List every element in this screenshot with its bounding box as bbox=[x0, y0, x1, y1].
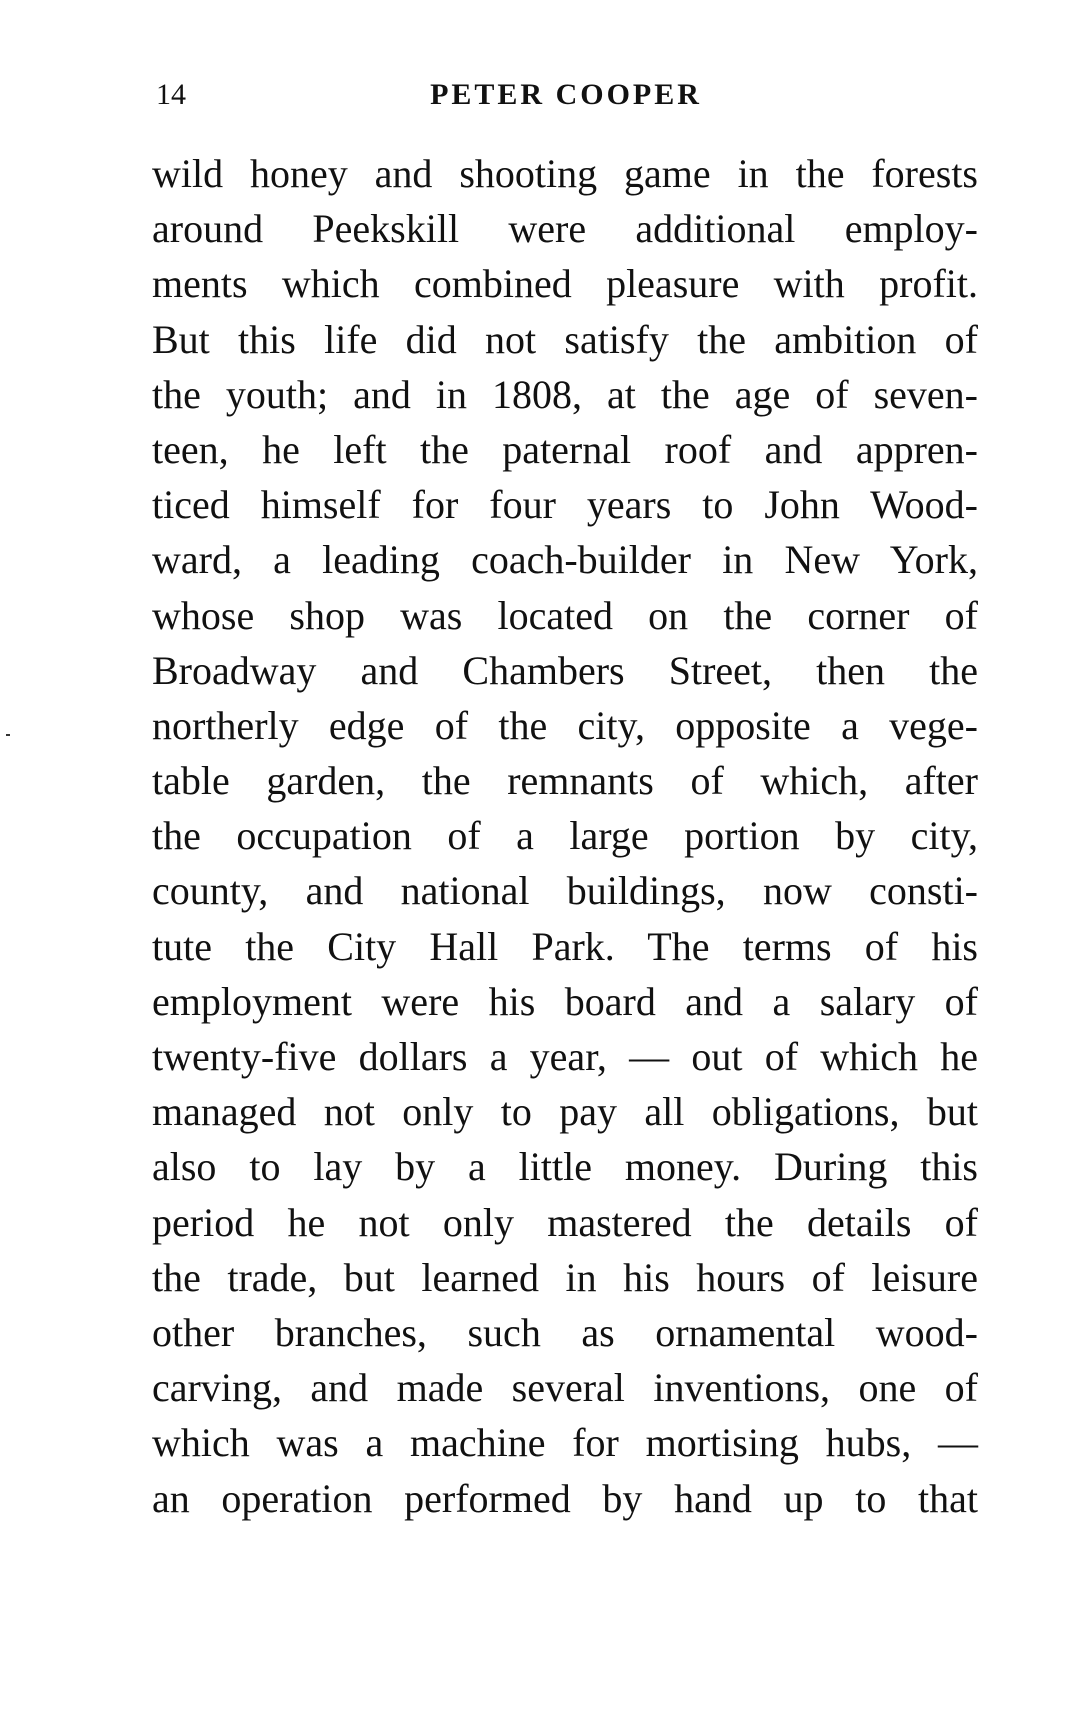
text-line: Broadway and Chambers Street, then the bbox=[152, 647, 978, 693]
text-line: wild honey and shooting game in the forests bbox=[152, 151, 978, 196]
page-number: 14 bbox=[156, 78, 186, 111]
text-line: an operation performed by hand up to that bbox=[152, 1475, 978, 1521]
text-line: the occupation of a large portion by city, bbox=[152, 813, 978, 859]
text-line: ticed himself for four years to John Wood- bbox=[152, 482, 978, 528]
text-line: But this life did not satisfy the ambition of bbox=[152, 316, 978, 362]
page-header bbox=[156, 78, 976, 118]
text-line: the trade, but learned in his hours of leisure bbox=[152, 1254, 978, 1300]
text-line: table garden, the remnants of which, after bbox=[152, 758, 978, 804]
text-line: the youth; and in 1808, at the age of seven- bbox=[152, 371, 978, 417]
text-line: other branches, such as ornamental wood- bbox=[152, 1309, 978, 1355]
text-line: county, and national buildings, now consti- bbox=[152, 868, 978, 914]
text-line: managed not only to pay all obligations, but bbox=[152, 1089, 978, 1135]
text-line: employment were his board and a salary of bbox=[152, 978, 978, 1024]
text-line: northerly edge of the city, opposite a vege- bbox=[152, 702, 978, 748]
text-line: ward, a leading coach-builder in New York, bbox=[152, 537, 978, 583]
scan-speck bbox=[6, 734, 10, 736]
text-line: twenty-five dollars a year, — out of which he bbox=[152, 1034, 978, 1079]
text-line: also to lay by a little money. During this bbox=[152, 1144, 978, 1190]
text-line: whose shop was located on the corner of bbox=[152, 592, 978, 638]
text-line: carving, and made several inventions, one of bbox=[152, 1365, 978, 1411]
text-line: teen, he left the paternal roof and appren- bbox=[152, 426, 978, 472]
text-line: which was a machine for mortising hubs, — bbox=[152, 1420, 978, 1466]
text-line: ments which combined pleasure with profit. bbox=[152, 261, 978, 307]
text-line: around Peekskill were additional employ- bbox=[152, 206, 978, 252]
body-text bbox=[152, 146, 978, 1526]
text-line: period he not only mastered the details of bbox=[152, 1199, 978, 1245]
text-line: tute the City Hall Park. The terms of his bbox=[152, 923, 978, 969]
running-title: PETER COOPER bbox=[430, 78, 702, 111]
